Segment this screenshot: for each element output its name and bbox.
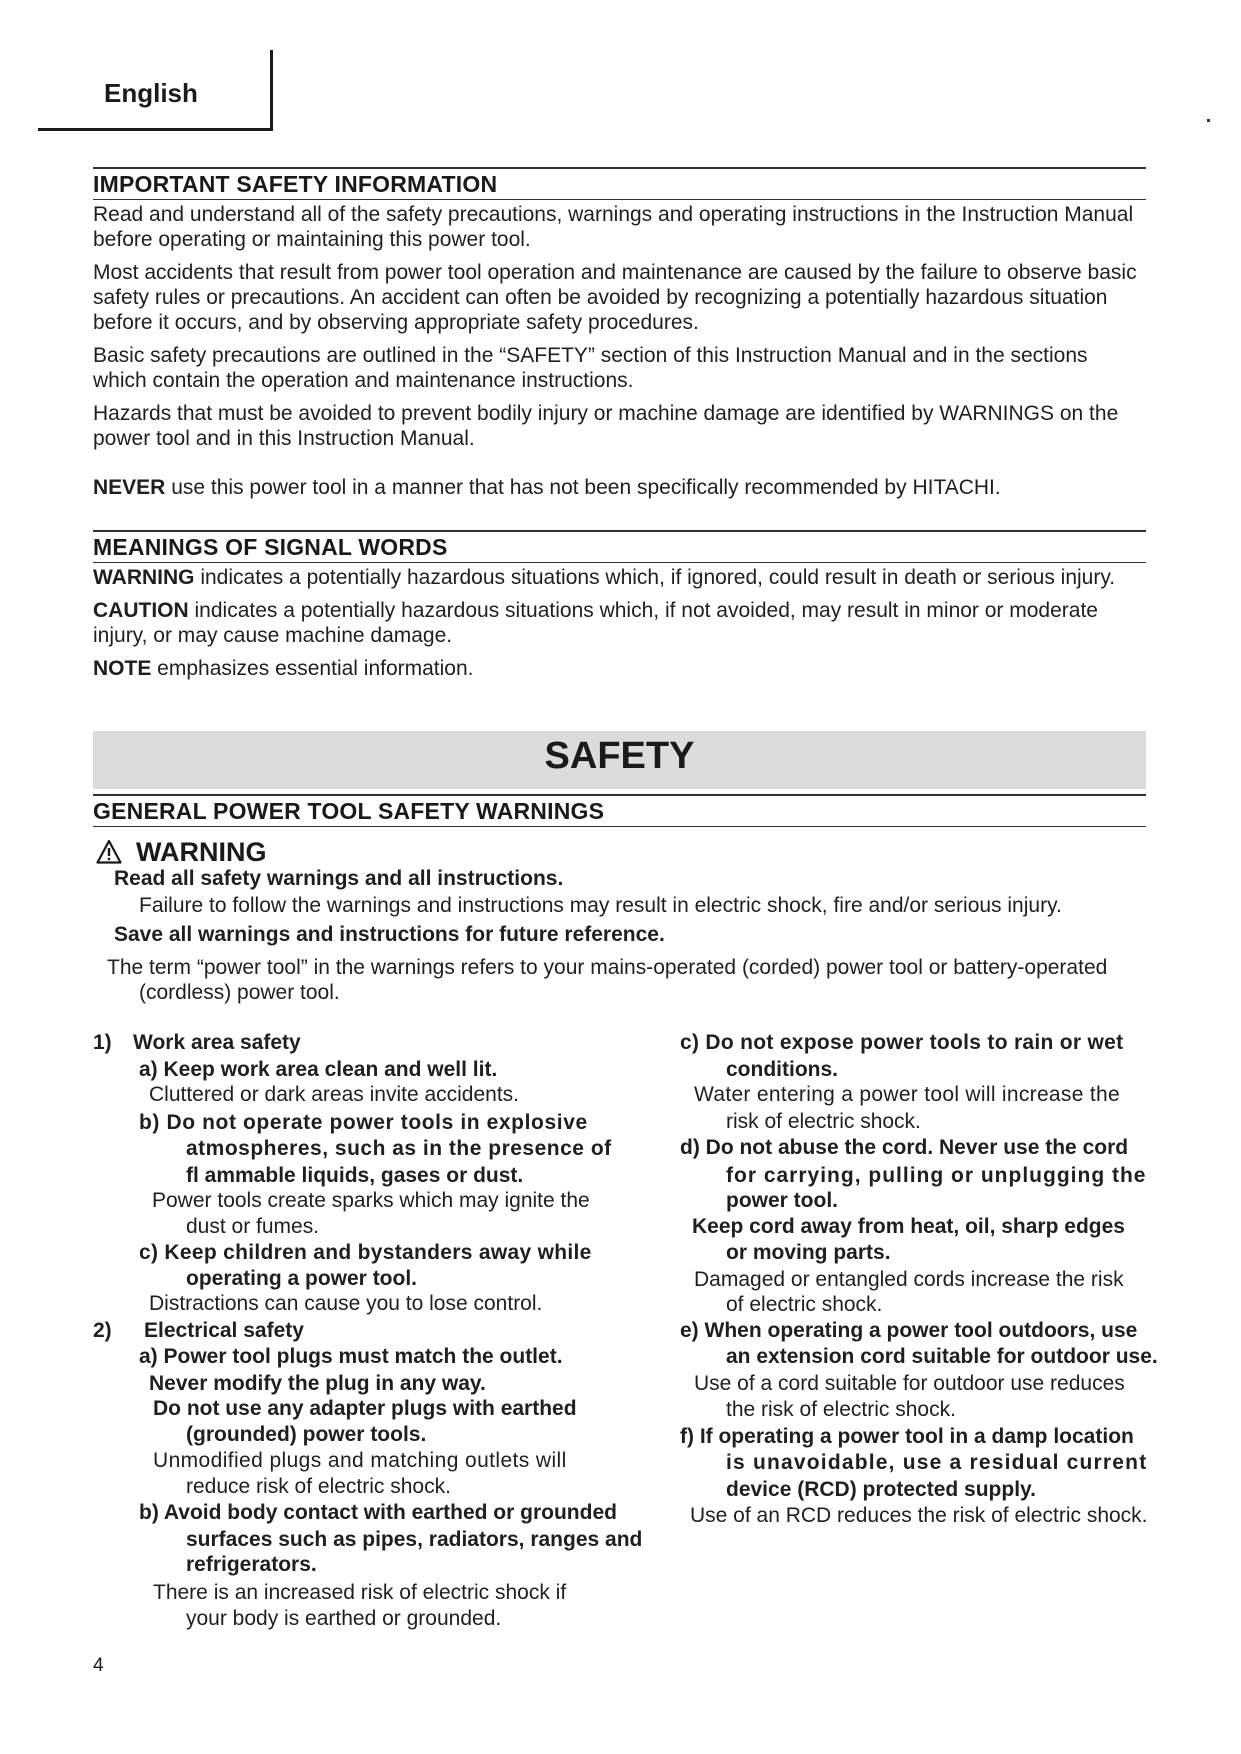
item-d-heading-line-5: or moving parts. xyxy=(726,1241,891,1264)
item-f-heading-line-3: device (RCD) protected supply. xyxy=(726,1478,1036,1501)
safety-banner-title: SAFETY xyxy=(544,735,695,777)
page-speck xyxy=(1207,119,1210,122)
item-2a-text-line-2: reduce risk of electric shock. xyxy=(186,1475,451,1498)
language-tab-label: English xyxy=(104,78,198,108)
item-1b-heading-line-1: b) Do not operate power tools in explosive xyxy=(139,1111,588,1134)
item-1b-text-line-1: Power tools create sparks which may ignite the xyxy=(152,1189,590,1212)
section-rule-bottom xyxy=(93,199,1146,201)
warning-definition xyxy=(93,565,1146,590)
item-2b-heading-line-1: b) Avoid body contact with earthed or grounded xyxy=(139,1501,617,1524)
save-all-instructions: Save all warnings and instructions for future reference. xyxy=(114,923,665,946)
item-e-text-line-2: the risk of electric shock. xyxy=(726,1398,956,1421)
item-2a-heading-line-2: Never modify the plug in any way. xyxy=(149,1372,486,1395)
electrical-safety-title: Electrical safety xyxy=(144,1319,304,1342)
signal-words-title: MEANINGS OF SIGNAL WORDS xyxy=(93,533,448,560)
caution-label: CAUTION xyxy=(93,599,189,622)
item-c-heading-line-1: c) Do not expose power tools to rain or wet xyxy=(680,1031,1124,1054)
section-rule-bottom xyxy=(93,562,1146,564)
item-c-heading-line-2: conditions. xyxy=(726,1058,838,1081)
item-e-heading-line-2: an extension cord suitable for outdoor use. xyxy=(726,1345,1158,1368)
caution-definition xyxy=(93,598,1146,648)
item-d-text-line-2: of electric shock. xyxy=(726,1293,883,1316)
item-1a-heading: a) Keep work area clean and well lit. xyxy=(139,1058,498,1081)
warning-word: WARNING xyxy=(136,836,267,867)
item-1c-text: Distractions can cause you to lose control. xyxy=(149,1292,543,1315)
item-2b-text-line-1: There is an increased risk of electric shock if xyxy=(153,1581,567,1604)
item-1b-heading-line-2: atmospheres, such as in the presence of xyxy=(186,1137,612,1160)
page-number: 4 xyxy=(93,1655,104,1676)
item-d-heading-line-2: for carrying, pulling or unplugging the xyxy=(726,1164,1147,1187)
warning-definition-text: indicates a potentially hazardous situations which, if ignored, could result in death or serious injury. xyxy=(194,566,1116,589)
item-d-heading-line-4: Keep cord away from heat, oil, sharp edges xyxy=(692,1215,1125,1238)
item-2a-heading-line-3: Do not use any adapter plugs with earthed xyxy=(153,1397,577,1420)
section-2-number: 2) xyxy=(93,1319,112,1342)
power-tool-term-line-2: (cordless) power tool. xyxy=(139,981,340,1004)
warning-label: WARNING xyxy=(93,566,195,589)
item-d-text-line-1: Damaged or entangled cords increase the risk xyxy=(694,1268,1124,1291)
item-2b-heading-line-3: refrigerators. xyxy=(186,1553,317,1576)
note-definition-text: emphasizes essential information. xyxy=(151,657,474,680)
item-f-heading-line-2: is unavoidable, use a residual current xyxy=(726,1451,1148,1474)
important-paragraph-1: Read and understand all of the safety precautions, warnings and operating instructions in the Instruction Manual before operating or maintaining this power tool. xyxy=(93,203,1134,251)
signal-words-section xyxy=(93,530,1146,681)
important-safety-section xyxy=(93,167,1146,500)
item-1a-text: Cluttered or dark areas invite accidents. xyxy=(149,1083,520,1106)
item-1b-text-line-2: dust or fumes. xyxy=(186,1215,320,1238)
item-2b-text-line-2: your body is earthed or grounded. xyxy=(186,1607,502,1630)
item-c-text-line-2: risk of electric shock. xyxy=(726,1110,921,1133)
read-all-instructions: Read all safety warnings and all instructions. xyxy=(114,867,564,890)
failure-statement: Failure to follow the warnings and instructions may result in electric shock, fire and/or serious injury. xyxy=(139,894,1062,917)
item-f-heading-line-1: f) If operating a power tool in a damp location xyxy=(680,1425,1134,1448)
item-d-heading-line-1: d) Do not abuse the cord. Never use the cord xyxy=(680,1136,1129,1159)
item-2a-text-line-1: Unmodified plugs and matching outlets will xyxy=(153,1449,567,1472)
note-label: NOTE xyxy=(93,657,152,680)
section-1-number: 1) xyxy=(93,1031,112,1054)
never-statement xyxy=(93,475,1146,500)
item-2a-heading-line-4: (grounded) power tools. xyxy=(186,1423,427,1446)
general-warnings-section xyxy=(93,794,1146,827)
general-warnings-title: GENERAL POWER TOOL SAFETY WARNINGS xyxy=(93,797,605,824)
item-e-heading-line-1: e) When operating a power tool outdoors, use xyxy=(680,1319,1138,1342)
never-label: NEVER xyxy=(93,476,166,499)
warning-triangle-icon xyxy=(96,839,122,865)
caution-definition-text: indicates a potentially hazardous situations which, if not avoided, may result in minor or moderate injury, or may cause machine damage. xyxy=(93,599,1098,647)
tab-border-horizontal xyxy=(38,128,273,131)
power-tool-term-line-1: The term “power tool” in the warnings refers to your mains-operated (corded) power tool or battery-operated xyxy=(107,956,1108,979)
section-rule-bottom xyxy=(93,826,1146,828)
item-1c-heading-line-1: c) Keep children and bystanders away while xyxy=(139,1241,592,1264)
item-e-text-line-1: Use of a cord suitable for outdoor use reduces xyxy=(694,1372,1125,1395)
important-paragraph-4: Hazards that must be avoided to prevent bodily injury or machine damage are identified by WARNINGS on the power tool and in this Instruction Manual. xyxy=(93,402,1119,450)
note-definition xyxy=(93,656,1146,681)
tab-border-vertical xyxy=(270,50,273,130)
item-2b-heading-line-2: surfaces such as pipes, radiators, ranges and xyxy=(186,1528,643,1551)
item-c-text-line-1: Water entering a power tool will increase the xyxy=(694,1083,1120,1106)
item-1b-heading-line-3: fl ammable liquids, gases or dust. xyxy=(186,1164,524,1187)
important-paragraph-2: Most accidents that result from power tool operation and maintenance are caused by the failure to observe basic safety rules or precautions. An accident can often be avoided by recognizing a potentially hazardous situation before it occurs, and by observing appropriate safety procedures. xyxy=(93,261,1137,334)
important-paragraph-3: Basic safety precautions are outlined in the “SAFETY” section of this Instruction Manual and in the sections which contain the operation and maintenance instructions. xyxy=(93,344,1088,392)
work-area-safety-title: Work area safety xyxy=(133,1031,301,1054)
item-d-heading-line-3: power tool. xyxy=(726,1189,838,1212)
warning-heading xyxy=(96,835,267,869)
important-safety-title: IMPORTANT SAFETY INFORMATION xyxy=(93,170,498,197)
item-2a-heading-line-1: a) Power tool plugs must match the outlet. xyxy=(139,1345,563,1368)
item-1c-heading-line-2: operating a power tool. xyxy=(186,1267,418,1290)
item-f-text: Use of an RCD reduces the risk of electric shock. xyxy=(690,1504,1148,1527)
never-text: use this power tool in a manner that has not been specifically recommended by HITACHI. xyxy=(165,476,1001,499)
